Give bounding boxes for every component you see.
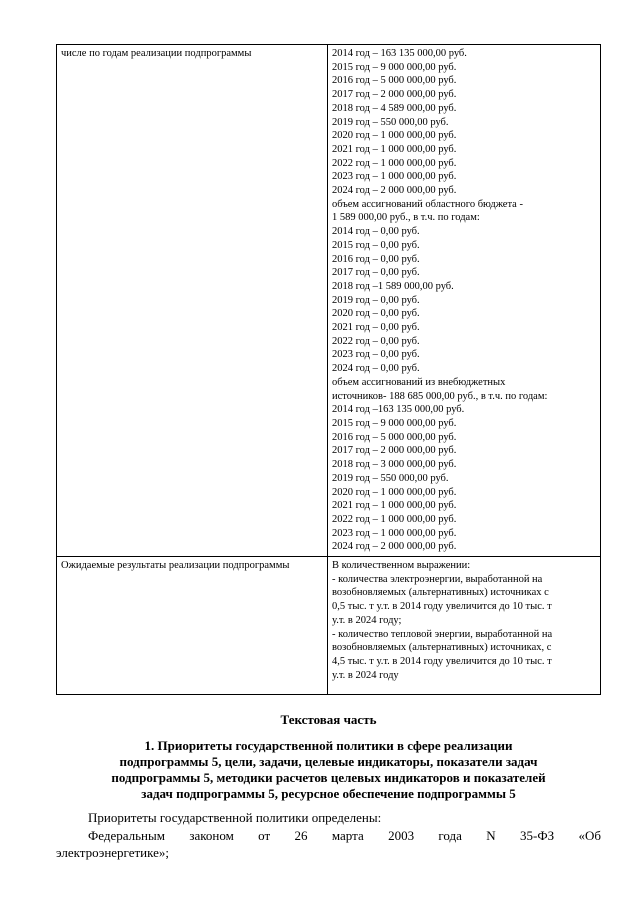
heading-line: 1. Приоритеты государственной политики в сфере реализации [144, 738, 513, 753]
paragraph: Федеральным законом от 26 марта 2003 года N 35-ФЗ «Об [88, 828, 601, 843]
text-line: 2018 год – 4 589 000,00 руб. [332, 102, 457, 114]
expected-results [328, 557, 601, 695]
text-line: 2016 год – 5 000 000,00 руб. [332, 431, 457, 443]
text-line: возобновляемых (альтернативных) источниках, с [332, 642, 552, 654]
funding-by-years [328, 45, 601, 557]
text-line: 2024 год – 2 000 000,00 руб. [332, 185, 457, 197]
text-line: 2016 год – 0,00 руб. [332, 253, 420, 265]
text-line: 2015 год – 0,00 руб. [332, 239, 420, 251]
paragraph: электроэнергетике»; [56, 845, 169, 860]
text-line: 2015 год – 9 000 000,00 руб. [332, 61, 457, 73]
table-row [57, 557, 601, 695]
text-line: 0,5 тыс. т у.т. в 2014 году увеличится до 10 тыс. т [332, 601, 552, 613]
text-line: 2022 год – 1 000 000,00 руб. [332, 157, 457, 169]
text-line: 2022 год – 1 000 000,00 руб. [332, 513, 457, 525]
text-line: 2021 год – 0,00 руб. [332, 322, 420, 334]
text-line: 2017 год – 2 000 000,00 руб. [332, 445, 457, 457]
text-line: у.т. в 2024 году; [332, 614, 402, 626]
text-line: 2015 год – 9 000 000,00 руб. [332, 417, 457, 429]
text-line: 2016 год – 5 000 000,00 руб. [332, 75, 457, 87]
section-heading [56, 738, 601, 802]
text-line: 2019 год – 550 000,00 руб. [332, 116, 449, 128]
text-line: возобновляемых (альтернативных) источниках с [332, 587, 549, 599]
text-line: 2021 год – 1 000 000,00 руб. [332, 500, 457, 512]
row-label-expected-results: Ожидаемые результаты реализации подпрограммы [57, 557, 328, 695]
text-line: 2024 год – 2 000 000,00 руб. [332, 541, 457, 553]
table-row [57, 45, 601, 557]
text-line: - количество тепловой энергии, выработанной на [332, 628, 553, 640]
text-line: 2022 год – 0,00 руб. [332, 335, 420, 347]
text-line: 2019 год – 0,00 руб. [332, 294, 420, 306]
text-line: 2018 год – 3 000 000,00 руб. [332, 459, 457, 471]
text-line: 2023 год – 1 000 000,00 руб. [332, 171, 457, 183]
text-line: В количественном выражении: [332, 560, 471, 572]
section-title: Текстовая часть [280, 712, 377, 727]
text-line: источников- 188 685 000,00 руб., в т.ч. по годам: [332, 390, 548, 402]
text-line: объем ассигнований из внебюджетных [332, 376, 506, 388]
text-line: 2018 год –1 589 000,00 руб. [332, 280, 454, 292]
text-line: 2023 год – 0,00 руб. [332, 349, 420, 361]
text-line: 1 589 000,00 руб., в т.ч. по годам: [332, 212, 480, 224]
text-line: 4,5 тыс. т у.т. в 2014 году увеличится до 10 тыс. т [332, 655, 552, 667]
paragraph: Приоритеты государственной политики определены: [88, 810, 382, 825]
heading-line: задач подпрограммы 5, ресурсное обеспечение подпрограммы 5 [141, 786, 516, 801]
text-line: 2014 год – 163 135 000,00 руб. [332, 48, 467, 59]
text-line: 2020 год – 0,00 руб. [332, 308, 420, 320]
text-line: объем ассигнований областного бюджета - [332, 198, 523, 210]
text-line: 2021 год – 1 000 000,00 руб. [332, 143, 457, 155]
text-line: 2014 год –163 135 000,00 руб. [332, 404, 465, 416]
text-line: 2019 год – 550 000,00 руб. [332, 472, 449, 484]
heading-line: подпрограммы 5, методики расчетов целевых индикаторов и показателей [111, 770, 546, 785]
text-line: 2020 год – 1 000 000,00 руб. [332, 486, 457, 498]
text-line: 2020 год – 1 000 000,00 руб. [332, 130, 457, 142]
text-line: 2017 год – 2 000 000,00 руб. [332, 89, 457, 101]
text-line: 2023 год – 1 000 000,00 руб. [332, 527, 457, 539]
text-line: 2024 год – 0,00 руб. [332, 363, 420, 375]
text-line: 2014 год – 0,00 руб. [332, 226, 420, 238]
text-line: - количества электроэнергии, выработанной на [332, 573, 543, 585]
program-table [56, 44, 601, 695]
row-label-years: числе по годам реализации подпрограммы [57, 45, 328, 557]
text-line: у.т. в 2024 году [332, 669, 399, 681]
text-line: 2017 год – 0,00 руб. [332, 267, 420, 279]
heading-line: подпрограммы 5, цели, задачи, целевые индикаторы, показатели задач [119, 754, 538, 769]
